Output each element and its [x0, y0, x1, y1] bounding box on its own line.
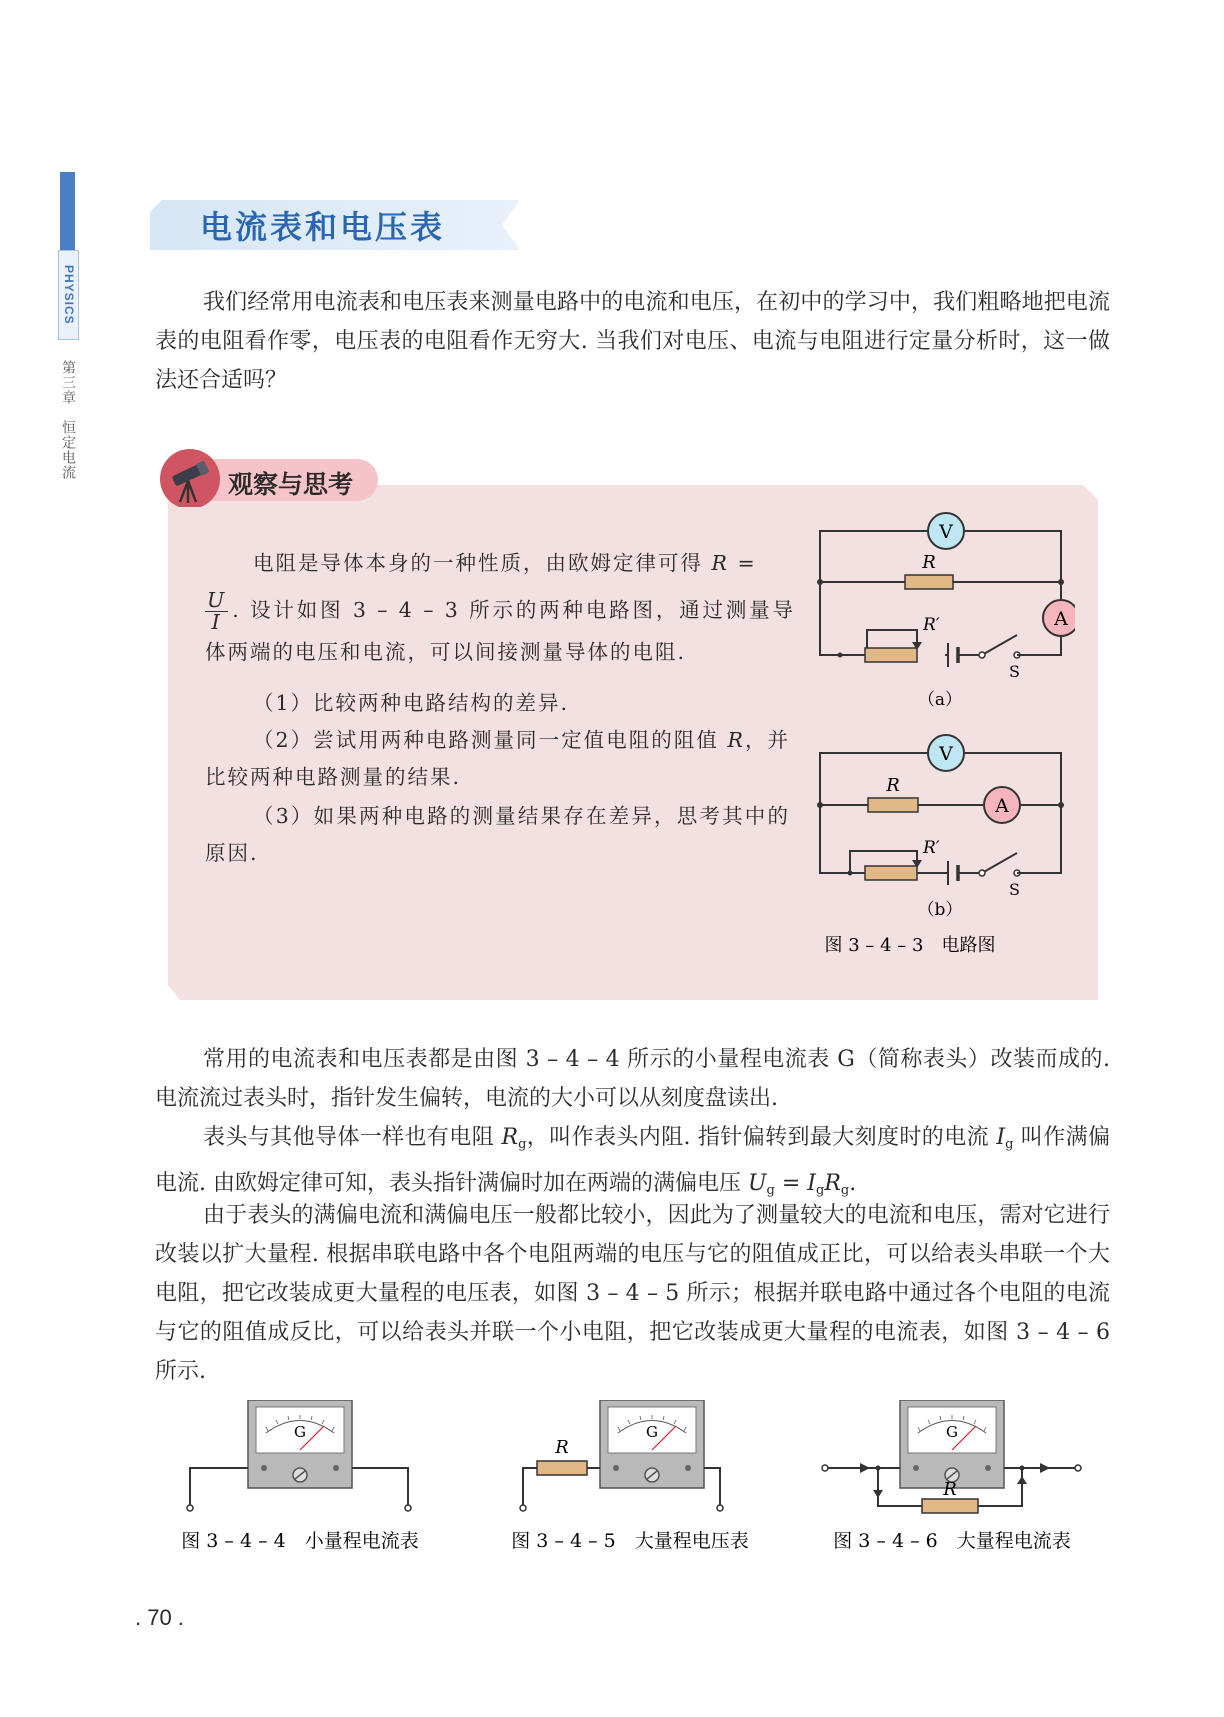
ig-subscript: g	[1005, 1137, 1014, 1152]
resistor-label-b: R	[886, 775, 900, 796]
rheostat-icon	[865, 648, 917, 662]
figure-3-4-6	[822, 1400, 1081, 1552]
resistor-label-2: R	[555, 1437, 569, 1458]
voltmeter-label: V	[939, 521, 953, 543]
ig-subscript-2: g	[816, 1183, 825, 1198]
body-paragraph-3: 由于表头的满偏电流和满偏电压一般都比较小，因此为了测量较大的电流和电压，需对它进行改装以扩大量程. 根据串联电路中各个电阻两端的电压与它的阻值成正比，可以给表头串联一个大电阻，把它改装成更大量程的电压表，如图 3 – 4 – 5 所示；根据并联电路中通过各个电阻的电流与它的阻值成反比，可以给表头并联一个小电阻，把它改装成更大量程的电流表，如图 3 – 4 – 6 所示.	[155, 1203, 1110, 1384]
section-title: 电流表和电压表	[200, 208, 446, 246]
question-3: （3）如果两种电路的测量结果存在差异，思考其中的原因.	[205, 804, 790, 865]
figure-3-4-6-caption: 图 3 – 4 – 6 大量程电流表	[833, 1530, 1071, 1552]
meter-figures	[170, 1400, 1150, 1560]
figure-3-4-4-caption: 图 3 – 4 – 4 小量程电流表	[181, 1530, 419, 1552]
observe-p1-cont	[205, 590, 795, 671]
p2-equals: =	[774, 1171, 808, 1196]
figure-3-4-5-caption: 图 3 – 4 – 5 大量程电压表	[511, 1530, 749, 1552]
ammeter-label-b: A	[995, 795, 1009, 817]
meter-g-label-1: G	[294, 1423, 306, 1441]
observe-p1-rest: . 设计如图 3 – 4 – 3 所示的两种电路图，通过测量导体两端的电压和电流，可以间接测量导体的电阻.	[205, 598, 795, 664]
circuit-a-label: （a）	[917, 690, 963, 710]
question-2	[205, 722, 790, 796]
circuit-diagram-3-4-3	[805, 505, 1075, 975]
rheostat-label-b: R′	[923, 838, 940, 858]
ig-symbol: I	[996, 1125, 1006, 1150]
ug-symbol: U	[748, 1171, 767, 1196]
figure-3-4-4	[181, 1400, 418, 1552]
switch-label-a: S	[1009, 662, 1020, 681]
subject-tab: PHYSICS	[58, 250, 79, 340]
observe-title: 观察与思考	[228, 470, 354, 499]
observe-p1	[205, 545, 795, 582]
ammeter-label-a: A	[1054, 608, 1068, 630]
figure-3-4-5	[511, 1400, 748, 1552]
frac-numerator: U	[207, 588, 227, 612]
resistor-label-3: R	[943, 1479, 957, 1500]
page-number: . 70 .	[135, 1605, 184, 1630]
p2-end: .	[849, 1171, 857, 1196]
p2-text-c: 叫作满偏电流. 由欧姆定律可知，表头指针满偏时加在两端的满偏电压	[155, 1125, 1110, 1196]
question-2-rest: ，并比较两种电路测量的结果.	[205, 728, 790, 789]
frac-denominator: I	[211, 610, 222, 634]
ig-symbol-2: I	[807, 1171, 816, 1196]
rg-symbol: R	[501, 1125, 519, 1150]
circuit-b-label: （b）	[917, 900, 963, 920]
equals: =	[728, 551, 757, 575]
voltmeter-label-b: V	[939, 743, 953, 765]
chapter-label: 第三章 恒定电流	[60, 360, 76, 480]
rheostat-label-a: R′	[923, 615, 940, 635]
p2-text-b: ，叫作表头内阻. 指针偏转到最大刻度时的电流	[526, 1125, 989, 1150]
intro-paragraph: 我们经常用电流表和电压表来测量电路中的电流和电压，在初中的学习中，我们粗略地把电流表的电阻看作零，电压表的电阻看作无穷大. 当我们对电压、电流与电阻进行定量分析时，这一做法还合适吗？	[155, 290, 1110, 393]
observe-p1-text: 电阻是导体本身的一种性质，由欧姆定律可得	[253, 551, 703, 575]
rg-subscript: g	[518, 1137, 527, 1152]
rg-subscript-2: g	[840, 1183, 850, 1198]
body-paragraph-1: 常用的电流表和电压表都是由图 3 – 4 – 4 所示的小量程电流表 G（简称表头）改装而成的. 电流流过表头时，指针发生偏转，电流的大小可以从刻度盘读出.	[155, 1047, 1110, 1111]
meter-g-label-3: G	[946, 1423, 958, 1441]
fraction-u-over-i	[205, 590, 228, 633]
resistor-label-a: R	[922, 552, 936, 573]
var-r-2: R	[727, 728, 745, 752]
p2-text-a: 表头与其他导体一样也有电阻	[203, 1125, 495, 1150]
meter-g-label-2: G	[646, 1423, 658, 1441]
ug-subscript: g	[766, 1183, 775, 1198]
question-1: （1）比较两种电路结构的差异.	[253, 691, 570, 715]
resistor-icon	[905, 575, 953, 589]
figure-3-4-3-caption: 图 3 – 4 – 3 电路图	[824, 935, 996, 956]
var-r: R	[711, 551, 729, 575]
rg-symbol-2: R	[824, 1171, 841, 1196]
question-2-text: （2）尝试用两种电路测量同一定值电阻的阻值	[253, 728, 719, 752]
switch-label-b: S	[1009, 880, 1020, 899]
